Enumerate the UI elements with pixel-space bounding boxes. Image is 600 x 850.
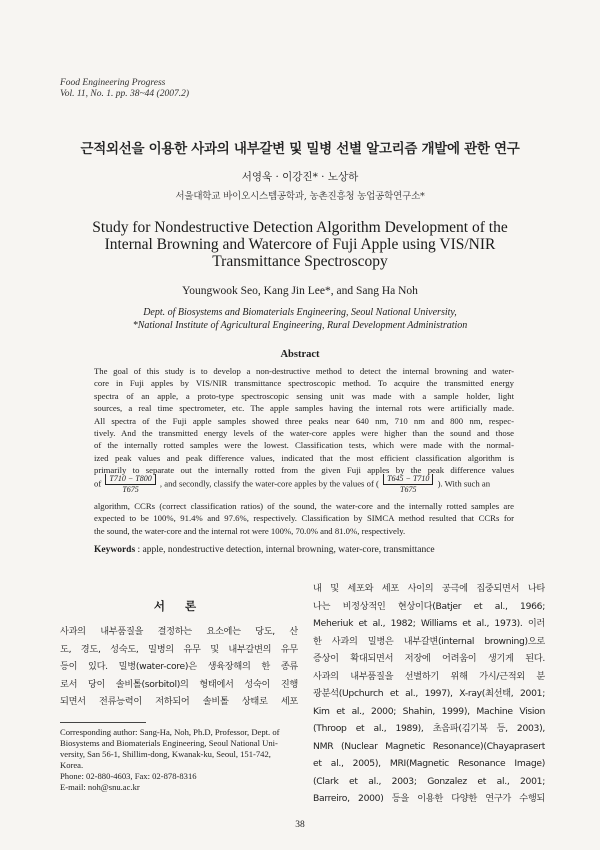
affiliation-english-line: *National Institute of Agricultural Engineering, Rural Development Administration [132, 320, 468, 331]
body-line: 사과의 내부품질을 선별하기 위해 가시/근적외 분 [313, 670, 545, 682]
keywords [94, 545, 514, 555]
footnote-line: Korea. [60, 760, 84, 770]
formula-middle-text: , and secondly, classify the water-core apples by the values of ( [159, 478, 379, 489]
abstract-body [94, 365, 514, 477]
formula-suffix: ). With such an [437, 478, 491, 489]
body-line: 광분석(Upchurch et al., 1997), X-ray(최선태, 2001; [313, 688, 545, 699]
body-line: 내 및 세포와 세포 사이의 공극에 집중되면서 나타 [313, 583, 545, 594]
footnote-line: versity, San 56-1, Shillim-dong, Kwanak-ku, Seoul, 151-742, [60, 749, 271, 759]
affiliation-english [0, 306, 600, 332]
abstract-line: algorithm, CCRs (correct classification ratios) of the sound, the water-core and the internally rotted samples are [94, 501, 514, 511]
body-line: 로서 당이 솔비톨(sorbitol)의 형태에서 성숙이 진행 [60, 678, 298, 690]
formula-2-denominator: T675 [400, 485, 417, 494]
title-english: Study for Nondestructive Detection Algorithm Development of the Internal Browning and Watercore of Fuji Apple using VIS/NIR Transmittance Spectroscopy [92, 219, 508, 270]
section-title-introduction: 서 론 [153, 599, 205, 613]
body-line: Kim et al., 2000; Shahin, 1999), Machine Vision [313, 705, 545, 717]
body-line: 나는 비정상적인 현상이다(Batjer et al., 1966; [313, 600, 545, 612]
body-line: 사과의 내부품질을 결정하는 요소에는 당도, 산 [60, 626, 298, 637]
footnote-line: E-mail: noh@snu.ac.kr [60, 782, 140, 792]
left-column-body [60, 623, 298, 711]
journal-volume: Vol. 11, No. 1. pp. 38~44 (2007.2) [60, 89, 189, 99]
body-line: (Clark et al., 2003; Gonzalez et al., 2001; [313, 775, 545, 787]
keywords-label: Keywords [94, 545, 136, 555]
abstract-line: the sound, the water-core and the internal rot were 100%, 70.0% and 81.0%, respectively. [94, 525, 406, 536]
abstract-line: ized peak values and peak difference values, indicated that the most efficient classification algorithm is [94, 452, 514, 463]
abstract-line: tively. And the transmitted energy levels of the water-core apples were higher than the sound and those [94, 428, 514, 439]
corresponding-author-footnote [60, 727, 300, 793]
journal-header [60, 78, 189, 100]
authors-english: Youngwook Seo, Kang Jin Lee*, and Sang Ha Noh [182, 285, 418, 297]
formula-2-numerator: T645 − T710 [383, 474, 433, 485]
body-line: 등이 있다. 밀병(water-core)은 생육장해의 한 종류 [60, 661, 298, 672]
formula-1-numerator: T710 − T800 [105, 474, 155, 485]
formula-fraction-1 [105, 474, 155, 495]
abstract-line: The goal of this study is to develop a non-destructive method to detect the internal browning and water- [94, 366, 514, 376]
journal-name: Food Engineering Progress [60, 78, 166, 88]
abstract-line: primarily to separate out the internally rotted from the given Fuji apples by the peak difference values [94, 465, 514, 476]
footnote-line: Corresponding author: Sang-Ha, Noh, Ph.D, Professor, Dept. of [60, 727, 280, 737]
affiliation-english-line: Dept. of Biosystems and Biomaterials Engineering, Seoul National University, [143, 307, 457, 318]
formula-prefix: of [94, 478, 102, 489]
body-line: NMR (Nuclear Magnetic Resonance)(Chayaprasert [313, 740, 545, 752]
abstract-line: of the internally rotted samples were the lowest. Classification tests, which were made with the normal- [94, 440, 514, 451]
body-line: 증상이 확대되면서 저장에 어려움이 생기게 된다. [313, 653, 545, 664]
abstract-line: All spectra of the Fuji apple samples showed three peaks near 640 nm, 710 nm and 800 nm, respec- [94, 415, 514, 426]
page-number: 38 [295, 820, 305, 830]
abstract-line: core in Fuji apples by VIS/NIR transmittance spectroscopic method. To acquire the transmitted energy [94, 378, 514, 389]
abstract-heading: Abstract [280, 349, 320, 360]
formula-fraction-2 [383, 474, 433, 495]
affiliation-korean: 서울대학교 바이오시스템공학과, 농촌진흥청 농업공학연구소* [175, 191, 425, 202]
abstract-formula-line [94, 474, 514, 498]
body-line: 되면서 전류능력이 저하되어 솔비톨 상태로 세포 [60, 696, 298, 707]
abstract-line: sources, a real time spectrometer, etc. The apple samples having the internal rots were artificially made. [94, 403, 514, 414]
body-line: 도, 경도, 성숙도, 밀병의 유무 및 내부갈변의 유무 [60, 643, 298, 655]
body-line: et al., 2005), MRI(Magnetic Resonance Image) [313, 758, 545, 769]
body-line: Meheriuk et al., 1982; Williams et al., 1973). 이러 [313, 618, 545, 629]
title-korean: 근적외선을 이용한 사과의 내부갈변 및 밀병 선별 알고리즘 개발에 관한 연구 [80, 141, 520, 157]
right-column-body [313, 580, 545, 808]
keywords-text: : apple, nondestructive detection, internal browning, water-core, transmittance [137, 545, 435, 555]
authors-korean: 서영욱 · 이강진* · 노상하 [241, 171, 359, 183]
body-line: 한 사과의 밀병은 내부갈변(internal browning)으로 [313, 635, 545, 647]
abstract-line: spectra of an apple, a proto-type spectroscopic sensing unit was made with a sample holder, light [94, 390, 514, 401]
footnote-line: Biosystems and Biomaterials Engineering, Seoul National Uni- [60, 738, 278, 748]
footnote-line: Phone: 02-880-4603, Fax: 02-878-8316 [60, 771, 197, 781]
abstract-body-continued [94, 500, 514, 537]
body-line: Barreiro, 2000) 등을 이용한 다양한 연구가 수행되 [313, 793, 545, 804]
formula-1-denominator: T675 [122, 485, 139, 494]
body-line: (Throop et al., 1989), 초음파(김기복 등, 2003), [313, 723, 545, 734]
abstract-line: expected to be 100%, 91.4% and 97.6%, respectively. Classification by SIMCA method resulted that CCRs for [94, 513, 514, 524]
footnote-divider [60, 722, 146, 723]
